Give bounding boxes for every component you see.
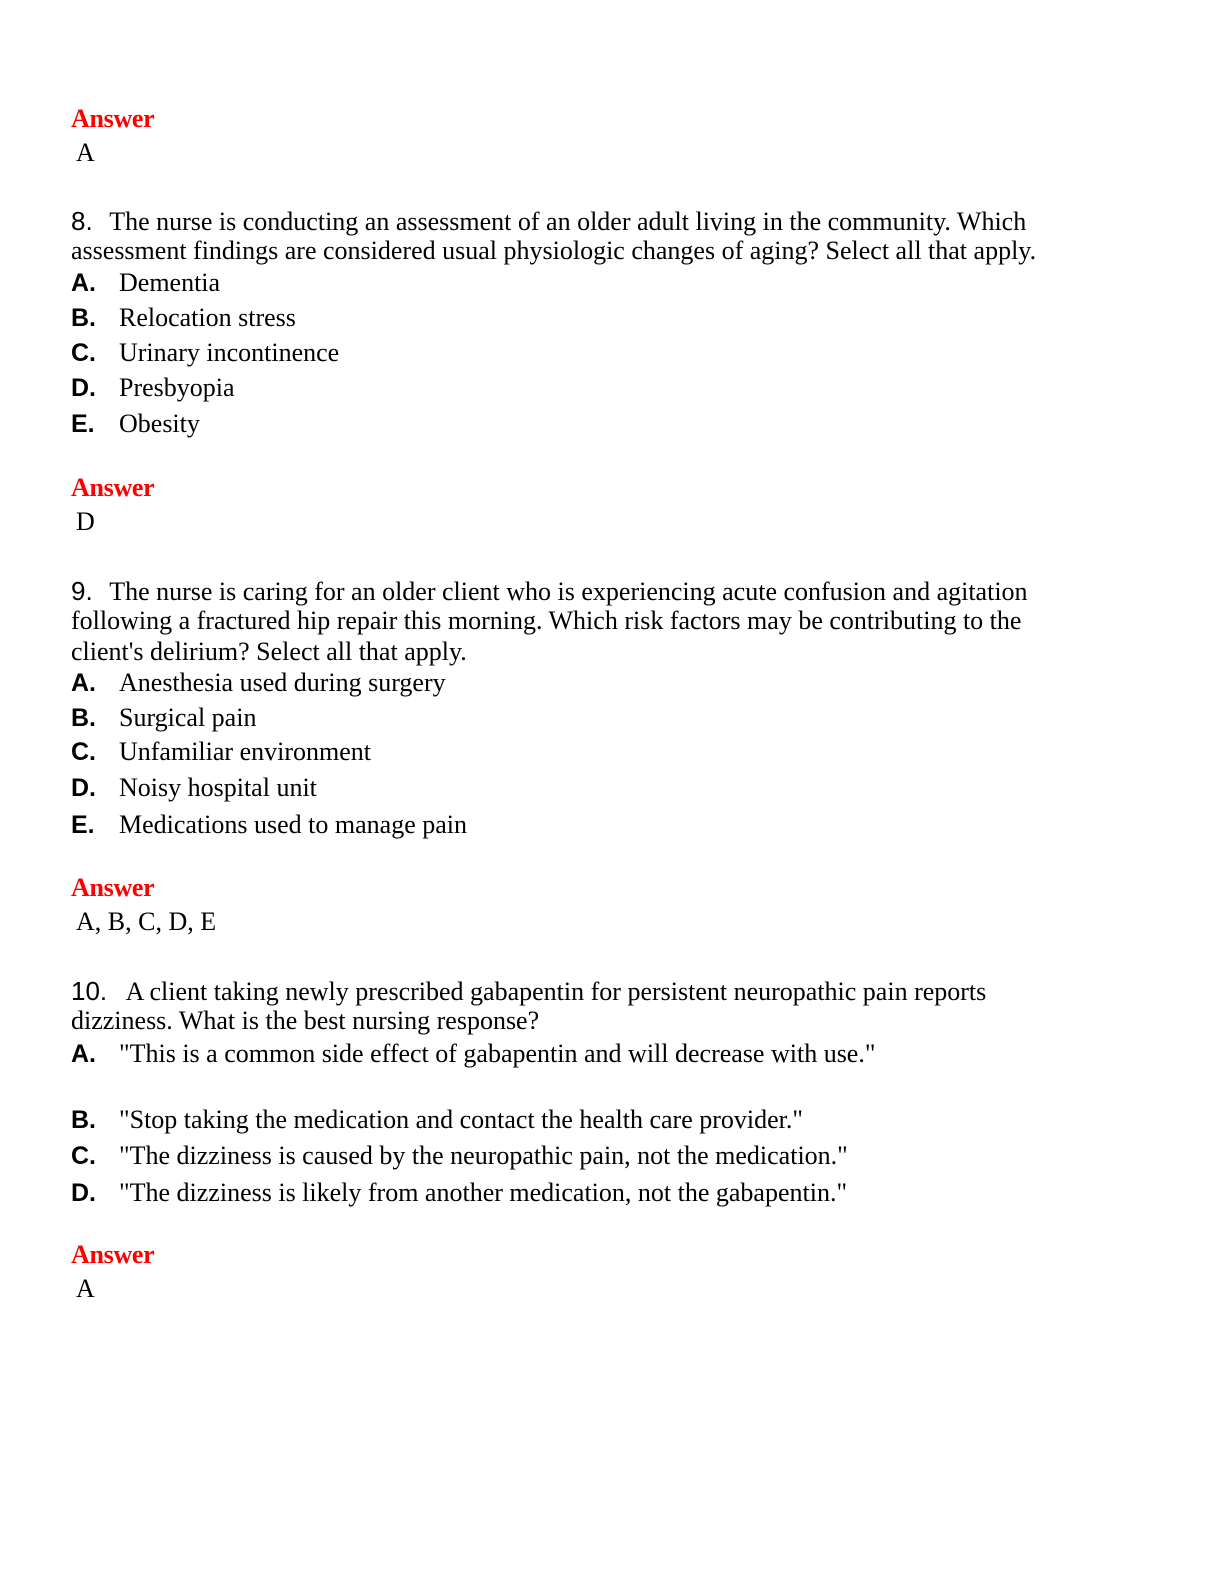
question-number: 8. bbox=[71, 206, 93, 236]
option-8c bbox=[71, 338, 339, 368]
question-stem-line: dizziness. What is the best nursing response? bbox=[71, 1006, 540, 1035]
question-stem-line: client's delirium? Select all that apply. bbox=[71, 637, 467, 666]
option-letter: B. bbox=[71, 304, 96, 332]
option-text: "The dizziness is caused by the neuropathic pain, not the medication." bbox=[119, 1141, 848, 1170]
option-text: Anesthesia used during surgery bbox=[119, 668, 446, 697]
option-text: Unfamiliar environment bbox=[119, 737, 371, 766]
question-number: 10. bbox=[71, 976, 108, 1006]
option-letter: A. bbox=[71, 669, 96, 697]
option-10a bbox=[71, 1039, 875, 1069]
option-letter: E. bbox=[71, 410, 95, 438]
option-letter: A. bbox=[71, 269, 96, 297]
answer-label-q7: Answer bbox=[71, 104, 155, 133]
answer-value-q10: A bbox=[76, 1274, 95, 1303]
option-text: Dementia bbox=[119, 268, 221, 297]
option-letter: B. bbox=[71, 1106, 96, 1134]
option-8d bbox=[71, 373, 235, 403]
option-letter: A. bbox=[71, 1040, 96, 1068]
option-8a bbox=[71, 268, 220, 298]
option-text: "Stop taking the medication and contact the health care provider." bbox=[119, 1105, 803, 1134]
answer-value-q7: A bbox=[76, 138, 95, 167]
answer-label-q9: Answer bbox=[71, 873, 155, 902]
question-stem-line: assessment findings are considered usual physiologic changes of aging? Select all that apply. bbox=[71, 236, 1037, 265]
option-text: "The dizziness is likely from another medication, not the gabapentin." bbox=[119, 1178, 848, 1207]
option-letter: E. bbox=[71, 811, 95, 839]
option-letter: C. bbox=[71, 1142, 96, 1170]
option-letter: D. bbox=[71, 774, 96, 802]
option-9b bbox=[71, 703, 256, 733]
option-8e bbox=[71, 409, 200, 439]
option-text: Obesity bbox=[119, 409, 200, 438]
option-letter: B. bbox=[71, 704, 96, 732]
option-text: Noisy hospital unit bbox=[119, 773, 317, 802]
option-9d bbox=[71, 773, 317, 803]
option-text: Relocation stress bbox=[119, 303, 296, 332]
option-text: Presbyopia bbox=[119, 373, 235, 402]
question-9-stem bbox=[71, 576, 1028, 607]
question-stem-line: The nurse is conducting an assessment of an older adult living in the community. Which bbox=[109, 207, 1027, 236]
option-9a bbox=[71, 668, 446, 698]
option-letter: C. bbox=[71, 339, 96, 367]
option-text: Surgical pain bbox=[119, 703, 257, 732]
option-10d bbox=[71, 1178, 847, 1208]
question-8-stem bbox=[71, 206, 1026, 237]
answer-value-q9: A, B, C, D, E bbox=[76, 907, 217, 936]
question-10-stem bbox=[71, 976, 986, 1007]
option-10b bbox=[71, 1105, 803, 1135]
question-number: 9. bbox=[71, 576, 93, 606]
question-stem-line: A client taking newly prescribed gabapentin for persistent neuropathic pain reports bbox=[125, 977, 987, 1006]
answer-label-q10: Answer bbox=[71, 1240, 155, 1269]
option-letter: D. bbox=[71, 1179, 96, 1207]
option-8b bbox=[71, 303, 296, 333]
option-text: Urinary incontinence bbox=[119, 338, 340, 367]
answer-label-q8: Answer bbox=[71, 473, 155, 502]
option-10c bbox=[71, 1141, 848, 1171]
option-text: "This is a common side effect of gabapentin and will decrease with use." bbox=[119, 1039, 876, 1068]
option-9e bbox=[71, 810, 467, 840]
question-stem-line: The nurse is caring for an older client who is experiencing acute confusion and agitation bbox=[109, 577, 1028, 606]
answer-value-q8: D bbox=[76, 507, 95, 536]
option-9c bbox=[71, 737, 371, 767]
option-text: Medications used to manage pain bbox=[119, 810, 468, 839]
option-letter: C. bbox=[71, 738, 96, 766]
option-letter: D. bbox=[71, 374, 96, 402]
question-stem-line: following a fractured hip repair this morning. Which risk factors may be contributing to the bbox=[71, 606, 1022, 635]
